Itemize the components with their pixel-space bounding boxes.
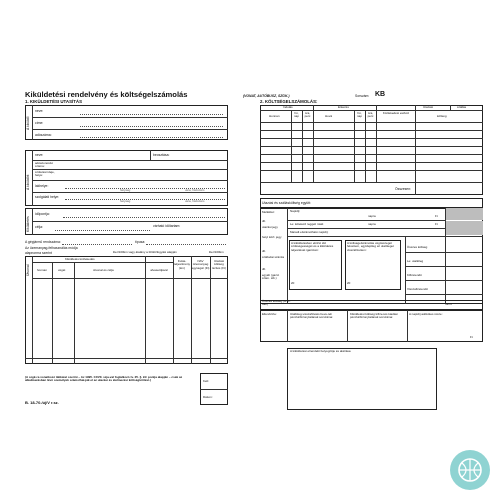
position-label: beosztása: [153,153,170,157]
section2-title: 2. KÖLTSÉGELSZÁMOLÁS: [260,99,318,104]
trip-duration-label: várható időtartam: [153,224,181,228]
trip-purpose-field[interactable] [55,230,150,231]
sender-taxid-label: adószáma: [35,133,52,137]
employee-workplace-label: szolgálati helye: [35,195,60,199]
employee-name-label: neve: [35,153,44,157]
trip-date-label: időpontja: [35,212,50,216]
form-code: B. 18-70./új/V r.sz. [25,400,59,405]
employee-taxid-label: adóazonosító száma: [35,161,54,169]
route-side-label: Útvonal [26,264,30,276]
legal-note: (A szgk-ra vonatkozó táblázat szerint – Az 1995. CXVII. szja-val foglalkozó tv. 25. §. 2/c pontja alapján – csak az alkalmazásban lévő személyek számolhat-ják el az utazási és élelmezési költségtérítést.) [25,375,183,383]
route-table [25,256,228,364]
signature-box [287,348,437,410]
route-header-main: Kiküldetés közlekedés [65,257,95,261]
vehicle-plate-field[interactable] [62,244,132,245]
vehicle-type-label: típusa: [135,240,146,244]
fuel-method-label: Az üzemanyag-felhasználás módja [25,246,78,250]
form-title: Kiküldetési rendelvény és költségelszámolás [25,90,188,99]
serial-label: Sorszám: [355,94,370,98]
sender-address-field[interactable] [80,126,223,127]
transport-types: (VONAT, AUTÓBUSZ, SZGK.) [243,94,290,98]
employee-home-label: lakhelye: [35,184,49,188]
employee-birth-label: születési ideje, helye: [35,170,55,178]
sender-taxid-field[interactable] [80,137,223,138]
expense-form-sheet: Kiküldetési rendelvény és költségelszámolás (VONAT, AUTÓBUSZ, SZGK.) Sorszám: KB 1. KIKÜLDETÉSI UTASÍTÁS 2. KÖLTSÉGELSZÁMOLÁS: A kiküldő neve: címe: adószáma: A kiküldött neve: beosztása: adóazonosító száma: születési ideje, helye: lakhelye: szolgálati helye: helység utca, házszám helység utca, házszám Kiküldetés időpontja: célja: várható időtartam: A gépjármű rendszáma: típusa: Az üzemanyag-felhasználás módja alapnorma szerint liter/100km vagy átalány a fölötti/fogyási alapján liter/100km Útvonal Kiküldetés közlekedés honnan végét útvonal és célja alvasetűjával Futás-teljesítmény (km) NAV üzemanyag egységár (Ft) Utazási költség térítés (Ft) (A szgk-ra vonatkozó táblázat szerint – Az 1995. CXVII. szja-val foglalkozó tv. 25. §. 2/c pontja alapján – csak az alkalmazásban lévő személyek számolhat-ják el az utazási és élelmezési költségtérítést.) B. 18-70./új/V r.sz. Kelt: Dátum: Indulás Érkezés Utazási szállás Honnan hó, nap óra, perc Hová hó, nap óra, perc Közlekedési eszköz költség Összesen: Utazási és szállásköltség együtt: Melléklet: Napidíj: napra Ft Le: kötelező reggeli miatt napra Ft Maradt elszámolható napidíj: db utazási jegy helyi közl. jegy db szállodai számla db egyéb (gazd. szám. stb.) A kiküldetésben előírtó idő szükségességét és a kiküldetés teljesítését igazolom: 20 A költségelszámolás végösszegét felvettem, egyidejűleg az utalóleget visszafizettem: 20 Összes költség Le: utallóleg Kifizetendő Visszafizetendő Összes költség (a Ft-ban) forint Ellenőrizte: Utallóleg-visszafizetés beve-teli pénztárbizonylatának sorszáma: Kiküldetési költség kifize-tés kiadási pénztárbizonylatának sorszáma: A napidíj adókötes része: Ft A kiküldetési elrendelő belyegzője és aláírása [25,90,483,420]
sender-side-label: A kiküldő [26,116,30,130]
subtotal-label: Összesen: [395,187,412,191]
section1-title: 1. KIKÜLDETÉSI UTASÍTÁS [25,99,83,104]
vehicle-type-field[interactable] [146,244,226,245]
trip-purpose-label: célja: [35,225,43,229]
sender-name-label: neve: [35,109,44,113]
trip-side-label: Kiküldetés [26,216,30,232]
brand-logo-icon [448,448,492,492]
sender-name-field[interactable] [80,114,223,115]
trip-date-field[interactable] [63,217,225,218]
stamp-label: Dátum: [203,395,213,399]
serial-code: KB [375,91,386,98]
sender-box [25,105,228,140]
vehicle-plate-label: A gépjármű rendszáma: [25,240,61,244]
date-label: Kelt: [203,379,210,383]
employee-side-label: A kiküldött [26,174,30,190]
sender-address-label: címe: [35,121,44,125]
